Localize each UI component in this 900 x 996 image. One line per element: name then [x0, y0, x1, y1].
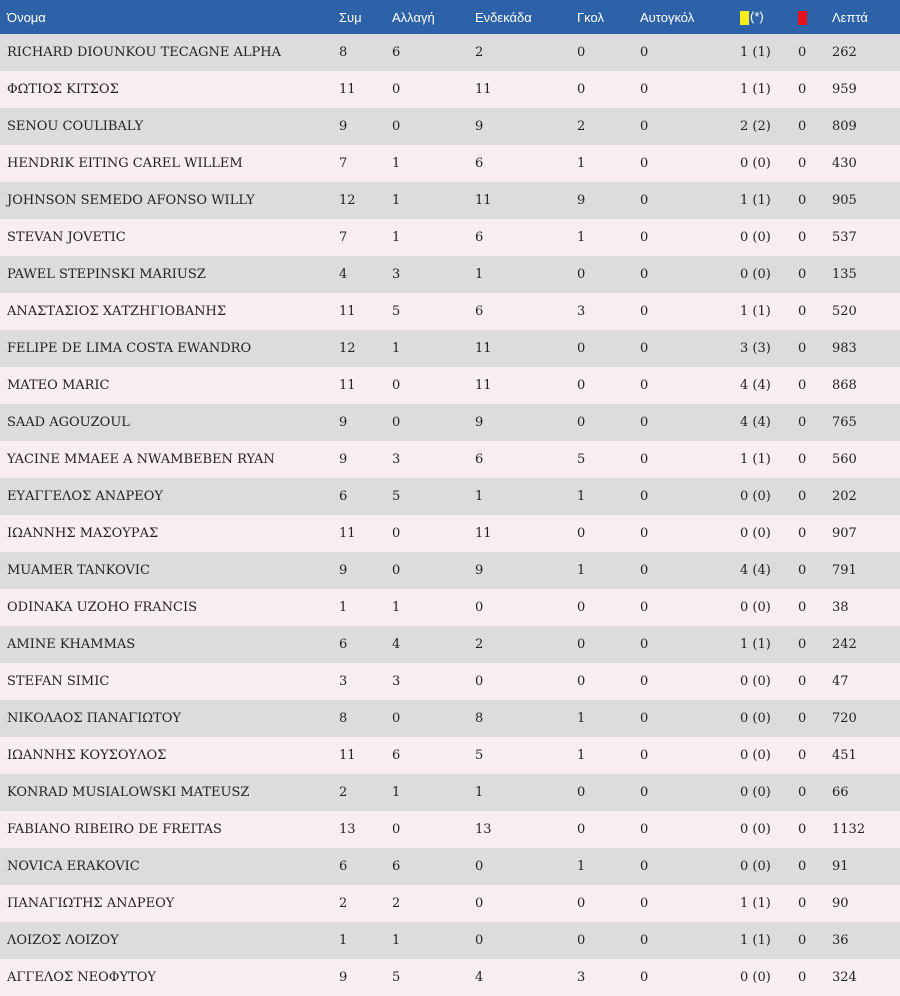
substitute-appearances-cell: 1 [392, 156, 401, 171]
substitute-appearances-cell: 5 [392, 304, 401, 319]
own-goals-cell: 0 [640, 637, 649, 652]
yellow-cards-cell: 2 (2) [740, 119, 771, 134]
starting-appearances-cell: 11 [475, 526, 492, 541]
table-row [0, 774, 900, 811]
goals-cell: 0 [577, 341, 586, 356]
minutes-played-cell: 959 [832, 82, 857, 97]
substitute-appearances-cell: 6 [392, 748, 401, 763]
player-name-cell: SENOU COULIBALY [7, 119, 144, 134]
appearances-cell: 9 [339, 970, 348, 985]
table-row [0, 922, 900, 959]
red-cards-cell: 0 [798, 82, 807, 97]
yellow-cards-cell: 1 (1) [740, 193, 771, 208]
table-row [0, 848, 900, 885]
goals-cell: 2 [577, 119, 586, 134]
appearances-cell: 7 [339, 230, 348, 245]
player-name-cell: MATEO MARIC [7, 378, 110, 393]
appearances-cell: 2 [339, 896, 348, 911]
red-cards-cell: 0 [798, 267, 807, 282]
appearances-cell: 6 [339, 489, 348, 504]
table-row [0, 441, 900, 478]
red-cards-cell: 0 [798, 452, 807, 467]
goals-cell: 0 [577, 933, 586, 948]
starting-appearances-cell: 6 [475, 230, 484, 245]
yellow-cards-cell: 0 (0) [740, 748, 771, 763]
own-goals-cell: 0 [640, 859, 649, 874]
yellow-cards-cell: 4 (4) [740, 378, 771, 393]
yellow-cards-cell: 3 (3) [740, 341, 771, 356]
own-goals-cell: 0 [640, 415, 649, 430]
table-row [0, 515, 900, 552]
player-name-cell: ΙΩΑΝΝΗΣ ΜΑΣΟΥΡΑΣ [7, 526, 159, 541]
red-cards-cell: 0 [798, 637, 807, 652]
own-goals-cell: 0 [640, 489, 649, 504]
appearances-cell: 11 [339, 378, 356, 393]
own-goals-cell: 0 [640, 933, 649, 948]
red-cards-cell: 0 [798, 822, 807, 837]
red-cards-cell: 0 [798, 156, 807, 171]
minutes-played-cell: 983 [832, 341, 857, 356]
substitute-appearances-cell: 5 [392, 489, 401, 504]
starting-appearances-cell: 1 [475, 489, 484, 504]
table-body [0, 34, 900, 996]
player-name-cell: AMINE KHAMMAS [7, 637, 136, 652]
own-goals-cell: 0 [640, 119, 649, 134]
player-name-cell: HENDRIK EITING CAREL WILLEM [7, 156, 243, 171]
own-goals-cell: 0 [640, 896, 649, 911]
red-cards-cell: 0 [798, 711, 807, 726]
minutes-played-cell: 868 [832, 378, 857, 393]
red-cards-cell: 0 [798, 193, 807, 208]
goals-cell: 0 [577, 896, 586, 911]
substitute-appearances-cell: 4 [392, 637, 401, 652]
yellow-cards-cell: 1 (1) [740, 304, 771, 319]
appearances-cell: 11 [339, 82, 356, 97]
table-row [0, 959, 900, 996]
minutes-played-cell: 809 [832, 119, 857, 134]
table-row [0, 367, 900, 404]
table-row [0, 34, 900, 71]
own-goals-cell: 0 [640, 378, 649, 393]
table-row [0, 626, 900, 663]
table-row [0, 478, 900, 515]
own-goals-cell: 0 [640, 193, 649, 208]
starting-appearances-cell: 11 [475, 378, 492, 393]
minutes-played-cell: 38 [832, 600, 849, 615]
appearances-cell: 1 [339, 600, 348, 615]
yellow-cards-cell: 1 (1) [740, 82, 771, 97]
appearances-cell: 12 [339, 193, 356, 208]
table-header [0, 0, 900, 34]
header-row [0, 0, 900, 34]
minutes-played-cell: 262 [832, 45, 857, 60]
yellow-cards-cell: 0 (0) [740, 489, 771, 504]
column-header-sub[interactable]: Αλλαγή [392, 9, 435, 25]
yellow-cards-cell: 1 (1) [740, 896, 771, 911]
own-goals-cell: 0 [640, 822, 649, 837]
starting-appearances-cell: 9 [475, 563, 484, 578]
goals-cell: 9 [577, 193, 586, 208]
starting-appearances-cell: 1 [475, 785, 484, 800]
minutes-played-cell: 537 [832, 230, 857, 245]
substitute-appearances-cell: 2 [392, 896, 401, 911]
player-name-cell: ΠΑΝΑΓΙΩΤΗΣ ΑΝΔΡΕΟΥ [7, 896, 175, 911]
table-row [0, 219, 900, 256]
minutes-played-cell: 202 [832, 489, 857, 504]
yellow-cards-cell: 0 (0) [740, 230, 771, 245]
starting-appearances-cell: 13 [475, 822, 492, 837]
table-row [0, 256, 900, 293]
appearances-cell: 11 [339, 526, 356, 541]
own-goals-cell: 0 [640, 341, 649, 356]
player-name-cell: ΑΝΑΣΤΑΣΙΟΣ ΧΑΤΖΗΓΙΟΒΑΝΗΣ [7, 304, 227, 319]
red-cards-cell: 0 [798, 489, 807, 504]
goals-cell: 0 [577, 267, 586, 282]
goals-cell: 1 [577, 230, 586, 245]
starting-appearances-cell: 4 [475, 970, 484, 985]
substitute-appearances-cell: 0 [392, 822, 401, 837]
table-row [0, 552, 900, 589]
minutes-played-cell: 36 [832, 933, 849, 948]
own-goals-cell: 0 [640, 600, 649, 615]
red-cards-cell: 0 [798, 970, 807, 985]
player-name-cell: PAWEL STEPINSKI MARIUSZ [7, 267, 206, 282]
starting-appearances-cell: 0 [475, 674, 484, 689]
minutes-played-cell: 324 [832, 970, 857, 985]
player-name-cell: JOHNSON SEMEDO AFONSO WILLY [7, 193, 255, 208]
starting-appearances-cell: 6 [475, 156, 484, 171]
minutes-played-cell: 720 [832, 711, 857, 726]
column-header-yellow-cards[interactable] [740, 0, 798, 34]
starting-appearances-cell: 11 [475, 341, 492, 356]
own-goals-cell: 0 [640, 82, 649, 97]
red-cards-cell: 0 [798, 785, 807, 800]
appearances-cell: 6 [339, 859, 348, 874]
minutes-played-cell: 907 [832, 526, 857, 541]
appearances-cell: 13 [339, 822, 356, 837]
column-header-own-goals[interactable]: Αυτογκόλ [640, 9, 695, 25]
yellow-card-icon [740, 11, 749, 25]
player-name-cell: ΝΙΚΟΛΑΟΣ ΠΑΝΑΓΙΩΤΟΥ [7, 711, 181, 726]
substitute-appearances-cell: 1 [392, 785, 401, 800]
own-goals-cell: 0 [640, 452, 649, 467]
yellow-card-note: (*) [750, 9, 764, 25]
starting-appearances-cell: 6 [475, 452, 484, 467]
starting-appearances-cell: 2 [475, 45, 484, 60]
starting-appearances-cell: 0 [475, 859, 484, 874]
yellow-cards-cell: 1 (1) [740, 933, 771, 948]
yellow-cards-cell: 1 (1) [740, 637, 771, 652]
yellow-cards-cell: 0 (0) [740, 785, 771, 800]
goals-cell: 0 [577, 785, 586, 800]
substitute-appearances-cell: 6 [392, 859, 401, 874]
minutes-played-cell: 765 [832, 415, 857, 430]
red-cards-cell: 0 [798, 378, 807, 393]
appearances-cell: 11 [339, 748, 356, 763]
yellow-cards-cell: 0 (0) [740, 267, 771, 282]
column-header-apps[interactable]: Συμ [339, 9, 362, 25]
starting-appearances-cell: 9 [475, 415, 484, 430]
goals-cell: 5 [577, 452, 586, 467]
red-cards-cell: 0 [798, 415, 807, 430]
column-header-starting[interactable]: Ενδεκάδα [475, 9, 532, 25]
starting-appearances-cell: 6 [475, 304, 484, 319]
column-header-goals[interactable]: Γκολ [577, 9, 604, 25]
player-name-cell: ΑΓΓΕΛΟΣ ΝΕΟΦΥΤΟΥ [7, 970, 156, 985]
yellow-cards-cell: 0 (0) [740, 859, 771, 874]
own-goals-cell: 0 [640, 563, 649, 578]
minutes-played-cell: 242 [832, 637, 857, 652]
player-name-cell: ΛΟΙΖΟΣ ΛΟΙΖΟΥ [7, 933, 119, 948]
player-name-cell: YACINE MMAEE A NWAMBEBEN RYAN [7, 452, 275, 467]
minutes-played-cell: 905 [832, 193, 857, 208]
player-name-cell: STEVAN JOVETIC [7, 230, 126, 245]
starting-appearances-cell: 5 [475, 748, 484, 763]
yellow-cards-cell: 1 (1) [740, 452, 771, 467]
red-cards-cell: 0 [798, 45, 807, 60]
red-cards-cell: 0 [798, 526, 807, 541]
own-goals-cell: 0 [640, 156, 649, 171]
red-cards-cell: 0 [798, 674, 807, 689]
appearances-cell: 11 [339, 304, 356, 319]
red-cards-cell: 0 [798, 341, 807, 356]
substitute-appearances-cell: 3 [392, 452, 401, 467]
starting-appearances-cell: 9 [475, 119, 484, 134]
appearances-cell: 9 [339, 415, 348, 430]
minutes-played-cell: 1132 [832, 822, 866, 837]
goals-cell: 3 [577, 304, 586, 319]
own-goals-cell: 0 [640, 230, 649, 245]
minutes-played-cell: 135 [832, 267, 857, 282]
goals-cell: 0 [577, 822, 586, 837]
player-name-cell: ΕΥΑΓΓΕΛΟΣ ΑΝΔΡΕΟΥ [7, 489, 163, 504]
substitute-appearances-cell: 5 [392, 970, 401, 985]
red-cards-cell: 0 [798, 859, 807, 874]
table-row [0, 589, 900, 626]
goals-cell: 1 [577, 711, 586, 726]
column-header-minutes[interactable]: Λεπτά [832, 9, 868, 25]
own-goals-cell: 0 [640, 45, 649, 60]
table-row [0, 182, 900, 219]
goals-cell: 1 [577, 156, 586, 171]
minutes-played-cell: 520 [832, 304, 857, 319]
player-name-cell: ODINAKA UZOHO FRANCIS [7, 600, 198, 615]
starting-appearances-cell: 11 [475, 82, 492, 97]
red-cards-cell: 0 [798, 563, 807, 578]
player-name-cell: STEFAN SIMIC [7, 674, 110, 689]
red-cards-cell: 0 [798, 933, 807, 948]
player-name-cell: MUAMER TANKOVIC [7, 563, 150, 578]
yellow-cards-cell: 0 (0) [740, 711, 771, 726]
red-cards-cell: 0 [798, 119, 807, 134]
goals-cell: 1 [577, 489, 586, 504]
goals-cell: 0 [577, 82, 586, 97]
substitute-appearances-cell: 1 [392, 193, 401, 208]
substitute-appearances-cell: 1 [392, 230, 401, 245]
minutes-played-cell: 560 [832, 452, 857, 467]
minutes-played-cell: 47 [832, 674, 849, 689]
substitute-appearances-cell: 1 [392, 600, 401, 615]
goals-cell: 0 [577, 637, 586, 652]
table-row [0, 293, 900, 330]
starting-appearances-cell: 2 [475, 637, 484, 652]
player-name-cell: FELIPE DE LIMA COSTA EWANDRO [7, 341, 252, 356]
yellow-cards-cell: 0 (0) [740, 156, 771, 171]
red-card-icon [798, 11, 807, 25]
table-row [0, 737, 900, 774]
column-header-name[interactable]: Όνομα [7, 9, 46, 25]
substitute-appearances-cell: 0 [392, 526, 401, 541]
table-row [0, 108, 900, 145]
minutes-played-cell: 451 [832, 748, 857, 763]
starting-appearances-cell: 0 [475, 600, 484, 615]
minutes-played-cell: 791 [832, 563, 857, 578]
minutes-played-cell: 66 [832, 785, 849, 800]
yellow-cards-cell: 4 (4) [740, 415, 771, 430]
substitute-appearances-cell: 6 [392, 45, 401, 60]
substitute-appearances-cell: 0 [392, 119, 401, 134]
yellow-cards-cell: 0 (0) [740, 526, 771, 541]
own-goals-cell: 0 [640, 748, 649, 763]
player-name-cell: SAAD AGOUZOUL [7, 415, 130, 430]
red-cards-cell: 0 [798, 748, 807, 763]
substitute-appearances-cell: 3 [392, 674, 401, 689]
appearances-cell: 7 [339, 156, 348, 171]
red-cards-cell: 0 [798, 304, 807, 319]
appearances-cell: 8 [339, 45, 348, 60]
yellow-cards-cell: 1 (1) [740, 45, 771, 60]
appearances-cell: 12 [339, 341, 356, 356]
own-goals-cell: 0 [640, 526, 649, 541]
yellow-cards-cell: 0 (0) [740, 822, 771, 837]
substitute-appearances-cell: 3 [392, 267, 401, 282]
own-goals-cell: 0 [640, 711, 649, 726]
appearances-cell: 1 [339, 933, 348, 948]
table-row [0, 885, 900, 922]
substitute-appearances-cell: 0 [392, 415, 401, 430]
table-row [0, 330, 900, 367]
goals-cell: 3 [577, 970, 586, 985]
substitute-appearances-cell: 0 [392, 82, 401, 97]
appearances-cell: 9 [339, 452, 348, 467]
goals-cell: 1 [577, 859, 586, 874]
substitute-appearances-cell: 1 [392, 933, 401, 948]
table-row [0, 145, 900, 182]
table-row [0, 811, 900, 848]
goals-cell: 1 [577, 748, 586, 763]
goals-cell: 0 [577, 674, 586, 689]
goals-cell: 0 [577, 378, 586, 393]
starting-appearances-cell: 11 [475, 193, 492, 208]
appearances-cell: 6 [339, 637, 348, 652]
substitute-appearances-cell: 1 [392, 341, 401, 356]
own-goals-cell: 0 [640, 304, 649, 319]
own-goals-cell: 0 [640, 970, 649, 985]
table-row [0, 663, 900, 700]
starting-appearances-cell: 0 [475, 896, 484, 911]
appearances-cell: 9 [339, 119, 348, 134]
own-goals-cell: 0 [640, 785, 649, 800]
goals-cell: 0 [577, 45, 586, 60]
starting-appearances-cell: 8 [475, 711, 484, 726]
substitute-appearances-cell: 0 [392, 711, 401, 726]
yellow-cards-cell: 0 (0) [740, 600, 771, 615]
own-goals-cell: 0 [640, 267, 649, 282]
red-cards-cell: 0 [798, 896, 807, 911]
yellow-cards-cell: 0 (0) [740, 674, 771, 689]
appearances-cell: 8 [339, 711, 348, 726]
table-row [0, 404, 900, 441]
column-header-red-cards[interactable] [798, 0, 832, 34]
starting-appearances-cell: 0 [475, 933, 484, 948]
yellow-cards-cell: 4 (4) [740, 563, 771, 578]
player-name-cell: ΙΩΑΝΝΗΣ ΚΟΥΣΟΥΛΟΣ [7, 748, 167, 763]
own-goals-cell: 0 [640, 674, 649, 689]
appearances-cell: 9 [339, 563, 348, 578]
goals-cell: 1 [577, 563, 586, 578]
player-name-cell: FABIANO RIBEIRO DE FREITAS [7, 822, 222, 837]
yellow-cards-cell: 0 (0) [740, 970, 771, 985]
goals-cell: 0 [577, 526, 586, 541]
player-name-cell: RICHARD DIOUNKOU TECAGNE ALPHA [7, 45, 281, 60]
appearances-cell: 2 [339, 785, 348, 800]
red-cards-cell: 0 [798, 230, 807, 245]
appearances-cell: 4 [339, 267, 348, 282]
goals-cell: 0 [577, 415, 586, 430]
substitute-appearances-cell: 0 [392, 378, 401, 393]
minutes-played-cell: 430 [832, 156, 857, 171]
player-name-cell: NOVICA ERAKOVIC [7, 859, 140, 874]
player-name-cell: KONRAD MUSIALOWSKI MATEUSZ [7, 785, 250, 800]
player-name-cell: ΦΩΤΙΟΣ ΚΙΤΣΟΣ [7, 82, 119, 97]
substitute-appearances-cell: 0 [392, 563, 401, 578]
table-row [0, 71, 900, 108]
red-cards-cell: 0 [798, 600, 807, 615]
minutes-played-cell: 91 [832, 859, 849, 874]
appearances-cell: 3 [339, 674, 348, 689]
table-row [0, 700, 900, 737]
minutes-played-cell: 90 [832, 896, 849, 911]
goals-cell: 0 [577, 600, 586, 615]
starting-appearances-cell: 1 [475, 267, 484, 282]
